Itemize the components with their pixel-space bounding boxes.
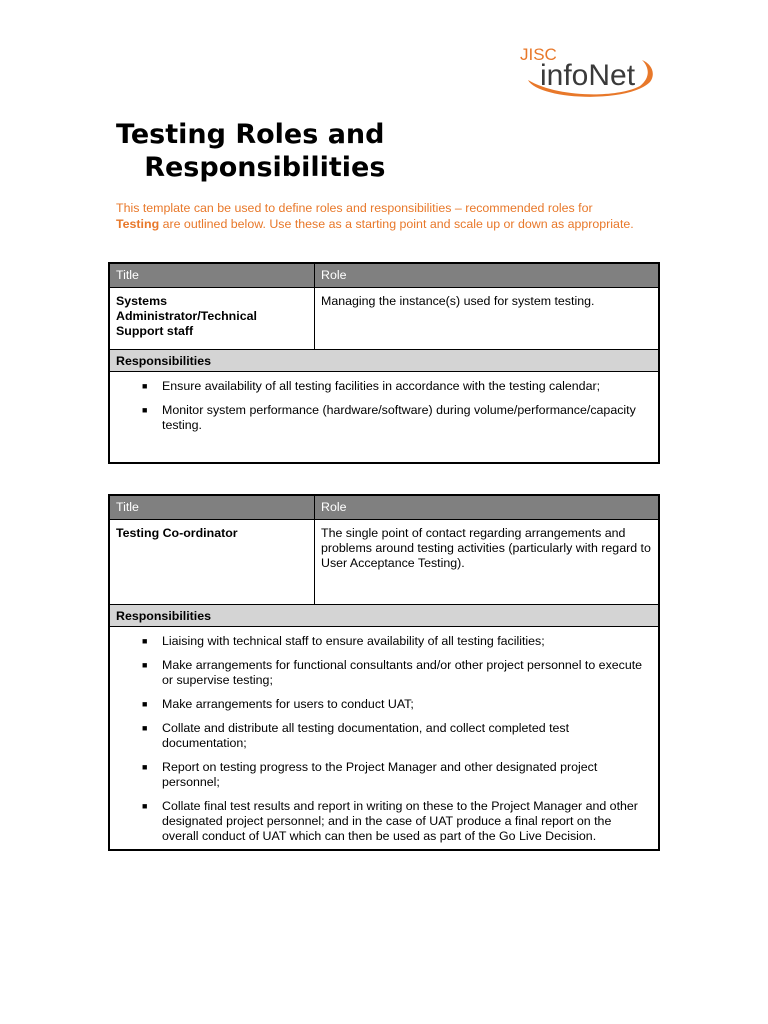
list-item bbox=[142, 760, 648, 790]
role-description: The single point of contact regarding arrangements and problems around testing activities (particularly with regard to User Acceptance Testing). bbox=[321, 526, 651, 570]
table-header bbox=[110, 496, 658, 520]
list-item-text: Make arrangements for users to conduct UAT; bbox=[162, 697, 414, 711]
responsibilities-list bbox=[110, 627, 658, 854]
logo-main-text: infoNet bbox=[540, 59, 636, 92]
bullet-icon: ■ bbox=[142, 381, 148, 391]
logo-top-text: JISC bbox=[520, 45, 557, 64]
bullet-icon: ■ bbox=[142, 405, 148, 415]
intro-text-1: This template can be used to define roles and responsibilities – recommended roles for bbox=[116, 201, 593, 215]
table-header bbox=[110, 264, 658, 288]
list-item bbox=[142, 658, 648, 688]
header-role: Role bbox=[321, 500, 347, 514]
list-item bbox=[142, 634, 648, 649]
bullet-icon: ■ bbox=[142, 801, 148, 811]
page-title: Testing Roles and Responsibilities bbox=[116, 119, 386, 183]
bullet-icon: ■ bbox=[142, 636, 148, 646]
table-row bbox=[110, 288, 658, 350]
intro-paragraph bbox=[116, 201, 636, 232]
list-item bbox=[142, 721, 648, 751]
list-item-text: Monitor system performance (hardware/software) during volume/performance/capacity testing. bbox=[162, 403, 636, 432]
role-description: Managing the instance(s) used for system testing. bbox=[321, 294, 595, 308]
bullet-icon: ■ bbox=[142, 723, 148, 733]
table-row bbox=[110, 520, 658, 605]
jisc-infonet-logo bbox=[518, 42, 658, 102]
list-item-text: Make arrangements for functional consultants and/or other project personnel to execute or supervise testing; bbox=[162, 658, 643, 687]
list-item bbox=[142, 403, 648, 433]
list-item-text: Ensure availability of all testing facilities in accordance with the testing calendar; bbox=[162, 379, 601, 393]
responsibilities-list bbox=[110, 372, 658, 443]
bullet-icon: ■ bbox=[142, 660, 148, 670]
bullet-icon: ■ bbox=[142, 699, 148, 709]
role-table-1 bbox=[108, 262, 660, 464]
header-title: Title bbox=[110, 496, 315, 519]
list-item-text: Collate final test results and report in writing on these to the Project Manager and other designated project personnel; and in the case of UAT produce a final report on the overall conduct of UAT which can then be used as part of the Go Live Decision. bbox=[162, 799, 638, 843]
role-table-2 bbox=[108, 494, 660, 851]
bullet-icon: ■ bbox=[142, 762, 148, 772]
list-item bbox=[142, 379, 648, 394]
responsibilities-heading: Responsibilities bbox=[110, 350, 658, 372]
list-item bbox=[142, 799, 648, 844]
list-item-text: Report on testing progress to the Project Manager and other designated project personnel; bbox=[162, 760, 598, 789]
list-item-text: Liaising with technical staff to ensure availability of all testing facilities; bbox=[162, 634, 545, 648]
list-item-text: Collate and distribute all testing documentation, and collect completed test documentation; bbox=[162, 721, 570, 750]
role-title: Systems Administrator/Technical Support staff bbox=[110, 288, 315, 349]
header-role: Role bbox=[321, 268, 347, 282]
role-title: Testing Co-ordinator bbox=[110, 520, 315, 604]
list-item bbox=[142, 697, 648, 712]
intro-text-2: are outlined below. Use these as a starting point and scale up or down as appropriate. bbox=[159, 216, 634, 231]
intro-bold: Testing bbox=[116, 216, 160, 231]
header-title: Title bbox=[110, 264, 315, 287]
responsibilities-heading: Responsibilities bbox=[110, 605, 658, 627]
